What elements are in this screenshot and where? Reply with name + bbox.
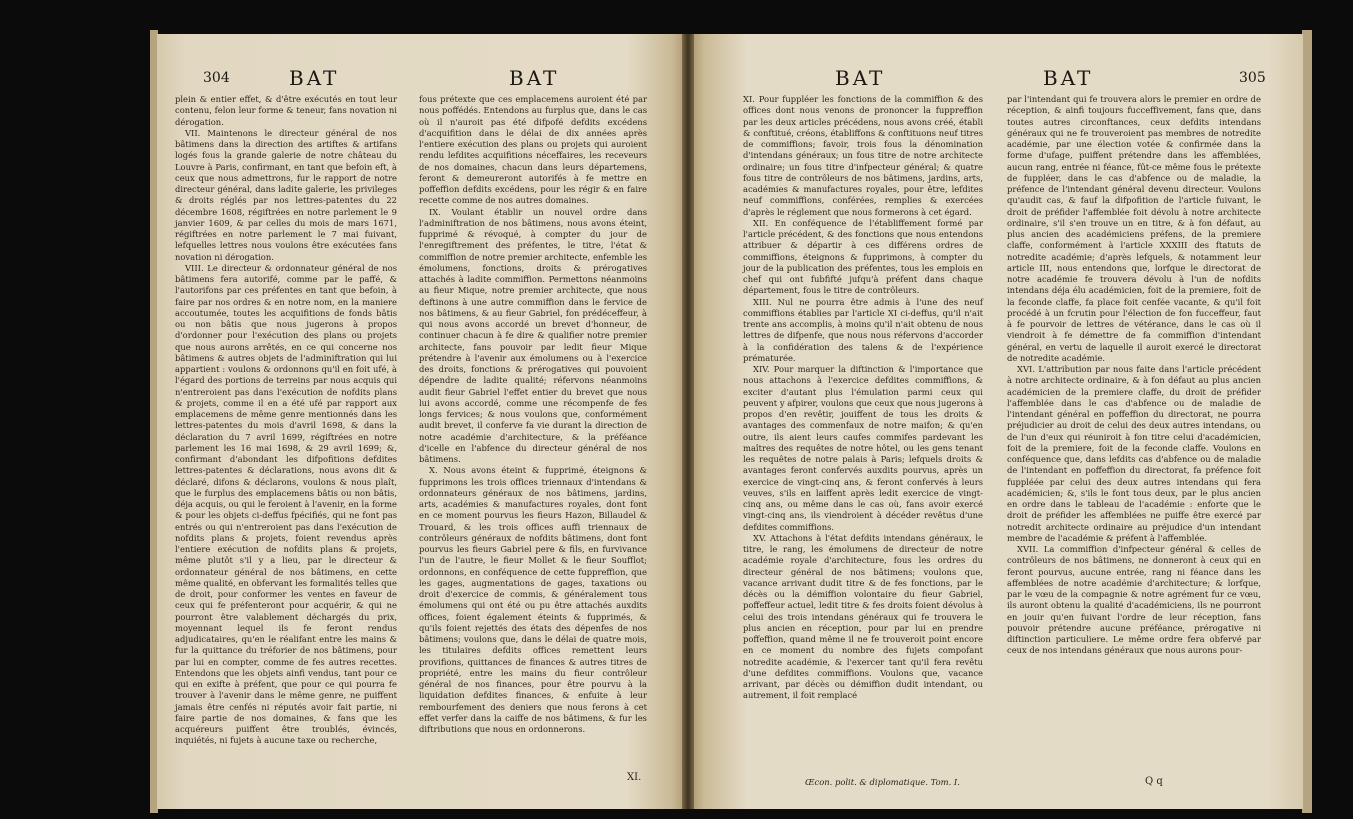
paragraph: XVI. L'attribution par nous faite dans l'article précédent à notre architecte ordinaire, & à fon défaut au plus ancien académicien de la premiere claffe, du droit de préfider l'affemblée dans le cas d'abfence ou de maladie de l'intendant général en poffeffion du directorat, ne pourra préjudicier au droit de celui des deux autres intendans, ou de l'un d'eux qui réuniroit à fon titre celui d'académicien, foit de la premiere, foit de la feconde claffe. Voulons en conféquence que, dans lefdits cas d'abfence ou de maladie de l'intendant en poffeffion du directorat, fa préfence foit fuppléée par celui des deux autres intendans qui fera académicien; &, s'ils le font tous deux, par le plus ancien en ordre dans le tableau de l'académie : enforte que le droit de préfider les affemblées ne puiffe être exercé par notredit architecte ordinaire au préjudice d'un intendant membre de l'académie & préfent à l'affemblée. (1007, 364, 1261, 543)
running-head-right-2: BAT (1043, 66, 1094, 90)
paragraph: XV. Attachons à l'état defdits intendans généraux, le titre, le rang, les émolumens de directeur de notre académie royale d'architecture, fous les ordres du directeur général de nos bâtimens; voulons que, vacance arrivant dudit titre & de fes fonctions, par le décès ou la démiffion volontaire du fieur Gabriel, poffeffeur actuel, ledit titre & fes droits foient dévolus à celui des trois intendans généraux qui fe trouvera le plus ancien en réception, pour par lui en prendre poffeffion, quand même il ne fe trouveroit point encore en ce moment du nombre des fujets compofant notredite académie, & l'exercer tant qu'il fera revêtu d'une defdites commiffions. Voulons que, vacance arrivant, par décès ou démiffion dudit intendant, ou autrement, il foit remplacé (743, 532, 983, 701)
right-page-edge (1302, 30, 1312, 813)
book-footer: Œcon. polit. & diplomatique. Tom. I. (805, 777, 960, 787)
running-head-left-2: BAT (509, 66, 560, 90)
page-number-right: 305 (1239, 70, 1266, 86)
running-head-left-1: BAT (289, 66, 340, 90)
paragraph: plein & entier effet, & d'être exécutés en tout leur contenu, felon leur forme & teneur, fans novation ni dérogation. (175, 94, 397, 127)
right-page-column-1 (743, 94, 983, 702)
book-spine (682, 34, 694, 809)
paragraph: VII. Maintenons le directeur général de nos bâtimens dans la direction des artiftes & artifans logés fous la grande galerie de notre château du Louvre à Paris, confirmant, en tant que befoin eft, à ceux que nous admettrons, fur le rapport de notre directeur général, dans ladite galerie, les privileges & droits réglés par nos lettres-patentes du 22 décembre 1608, régiftrées en notre parlement le 9 janvier 1609, & par celles du mois de mars 1671, régiftrées en notre parlement le 7 mai fuivant, lefquelles lettres nous voulons être exécutées fans novation ni dérogation. (175, 127, 397, 262)
paragraph: XII. En conféquence de l'établiffement formé par l'article précédent, & des fonctions que nous entendons attribuer & départir à ces différens ordres de commiffions, éteignons & fupprimons, à compter du jour de la publication des préfentes, tous les emplois en chef qui ont fubfifté jufqu'à préfent dans chaque département, fous le titre de contrôleurs. (743, 217, 983, 296)
right-page-column-2 (1007, 94, 1261, 657)
paragraph: XI. Pour fuppléer les fonctions de la commiffion & des offices dont nous venons de prononcer la fuppreffion par les deux articles précédens, nous avons créé, établi & conftitué, créons, établiffons & conftituons neuf titres de commiffions; favoir, trois fous la dénomination d'intendans généraux; un fous titre de notre architecte ordinaire; un fous titre d'infpecteur général; & quatre fous titre de contrôleurs de nos bâtimens, jardins, arts, académies & manufactures royales, pour être, lefdites neuf commiffions, conférées, remplies & exercées d'après le réglement que nous formerons à cet égard. (743, 94, 983, 217)
paragraph: VIII. Le directeur & ordonnateur général de nos bâtimens fera autorifé, comme par le paffé, & l'autorifons par ces préfentes en tant que befoin, à faire par nos ordres & en notre nom, en la maniere accoutumée, toutes les acquifitions de fonds bâtis ou non bâtis que nous jugerons à propos d'ordonner pour l'exécution des plans ou projets que nous aurons arrêtés, en ce qui concerne nos bâtimens & autres objets de l'adminiftration qui lui appartient : voulons & ordonnons qu'il en foit ufé, à l'égard des portions de terreins par nous acquis qui n'entreroient pas dans l'exécution de nofdits plans & projets, comme il en a été ufé par rapport aux emplacemens de même genre mentionnés dans les lettres-patentes du mois d'avril 1698, & dans la déclaration du 7 avril 1699, régiftrées en notre parlement les 16 mai 1698, & 29 avril 1699; &, confirmant d'abondant les difpofitions defdites lettres-patentes & déclarations, nous avons dit & déclaré, difons & déclarons, voulons & nous plaît, que le furplus des emplacemens bâtis ou non bâtis, déja acquis, ou qui le feroient à l'avenir, en la forme & pour les objets ci-deffus fpécifiés, qui ne font pas entrés ou qui n'entreroient pas dans l'exécution de nofdits plans & projets, foient revendus après l'entiere exécution de nofdits plans & projets, même plutôt s'il y a lieu, par le directeur & ordonnateur général de nos bâtimens, en cette même qualité, en obfervant les formalités telles que de droit, pour conformer les ventes en faveur de ceux qui fe préfenteront pour acquérir, & qui ne pourront être valablement déchargés du prix, moyennant lequel ils fe feront rendus adjudicataires, qu'en le réalifant entre les mains & fur la quittance du tréforier de nos bâtimens, pour par lui en compter, comme de fes autres recettes. Entendons que les objets ainfi vendus, tant pour ce qui en exifte à préfent, que pour ce qui pourra fe trouver à l'avenir dans le même genre, ne puiffent jamais être cenfés ni réputés avoir fait partie, ni faire partie de nos domaines, & fans que les acquéreurs puiffent être troublés, évincés, inquiétés, ni fujets à aucune taxe ou recherche, (175, 262, 397, 746)
paragraph: XVII. La commiffion d'infpecteur général & celles de contrôleurs de nos bâtimens, ne donneront à ceux qui en feront pourvus, aucune entrée, rang ni féance dans les affemblées de notre académie d'architecture; & lorfque, par le vœu de la compagnie & notre agrément fur ce vœu, ils auront obtenu la qualité d'académiciens, ils ne pourront en jouir qu'en fuivant l'ordre de leur réception, fans pouvoir prétendre aucune préféance, prérogative ni diftinction particuliere. Le même ordre fera obfervé par ceux de nos intendans généraux que nous aurons pour- (1007, 544, 1261, 656)
left-page (157, 34, 687, 809)
paragraph: XIV. Pour marquer la diftinction & l'importance que nous attachons à l'exercice defdites commiffions, & exciter d'autant plus l'émulation parmi ceux qui peuvent y afpirer, voulons que ceux que nous jugerons à propos d'en revêtir, jouiffent de tous les droits & avantages des commenfaux de notre maifon; & qu'en outre, ils aient leurs caufes commifes pardevant les maîtres des requêtes de notre hôtel, ou les gens tenant les requêtes de notre palais à Paris; lefquels droits & avantages feront confervés auxdits pourvus, après un exercice de vingt-cinq ans, & feront confervés à leurs veuves, s'ils en laiffent après ledit exercice de vingt-cinq ans, ou même dans le cas où, fans avoir exercé vingt-cinq ans, ils viendroient à décéder revêtus d'une defdites commiffions. (743, 364, 983, 532)
right-page (687, 34, 1303, 809)
paragraph: XIII. Nul ne pourra être admis à l'une des neuf commiffions établies par l'article XI ci-deffus, qu'il n'ait trente ans accomplis, à moins qu'il n'ait obtenu de nous lettres de difpenfe, que nous nous réfervons d'accorder à la confidération des talens & de l'expérience prématurée. (743, 296, 983, 363)
paragraph: X. Nous avons éteint & fupprimé, éteignons & fupprimons les trois offices triennaux d'intendans & ordonnateurs généraux de nos bâtimens, jardins, arts, académies & manufactures royales, dont font en ce moment pourvus les fieurs Hazon, Billaudel & Trouard, & les trois offices auffi triennaux de contrôleurs généraux de nofdits bâtimens, dont font pourvus les fieurs Gabriel pere & fils, en furvivance l'un de l'autre, le fieur Mollet & le fieur Soufflot; ordonnons, en conféquence de cette fuppreffion, que les gages, augmentations de gages, taxations ou droit d'exercice de commis, & généralement tous émolumens qui ont été ou pu être attachés auxdits offices, foient également éteints & fupprimés, & qu'ils foient rejettés des états des dépenfes de nos bâtimens; voulons que, dans le délai de quatre mois, les titulaires defdits offices remettent leurs provifions, quittances de finances & autres titres de propriété, entre les mains du fieur contrôleur général de nos finances, pour être pourvu à la liquidation defdites finances, & enfuite à leur rembourfement des deniers que nous ferons à cet effet verfer dans la caiffe de nos bâtimens, & fur les diftributions que nous en ordonnerons. (419, 465, 647, 734)
left-page-column-1 (175, 94, 397, 747)
catchword: XI. (627, 772, 642, 783)
paragraph: par l'intendant qui fe trouvera alors le premier en ordre de réception, & ainfi toujours fucceffivement, fans que, dans toutes autres circonftances, ceux defdits intendans généraux qui ne fe trouveroient pas membres de notredite académie, par une élection votée & confirmée dans la forme d'ufage, puiffent prétendre dans les affemblées, aucun rang, entrée ni féance, fût-ce même fous le prétexte de fuppléer, dans le cas d'abfence ou de maladie, la préfence de l'intendant général devenu directeur. Voulons qu'audit cas, & fauf la difpofition de l'article fuivant, le droit de préfider l'affemblée foit dévolu à notre architecte ordinaire, s'il s'en trouve un en titre, & à fon défaut, au plus ancien des académiciens préfens, de la premiere claffe, conformément à l'article XXXIII des ftatuts de notredite académie; d'après lefquels, & notamment leur article III, nous entendons que, lorfque le directorat de notre académie fe trouvera dévolu à l'un de nofdits intendans déja élu académicien, foit de la premiere, foit de la feconde claffe, fa place foit cenfée vacante, & qu'il foit procédé à un fcrutin pour l'élection de fon fucceffeur, faut à fe pourvoir de lettres de vétérance, dans le cas où il viendroit à fe démettre de fa commiffion d'intendant général, en vertu de laquelle il auroit exercé le directorat de notredite académie. (1007, 94, 1261, 363)
signature-mark: Q q (1145, 776, 1163, 787)
running-head-right-1: BAT (835, 66, 886, 90)
paragraph: fous prétexte que ces emplacemens auroient été par nous poffédés. Entendons au furplus que, dans le cas où il n'auroit pas été difpofé defdits excédens d'acquifition dans le délai de dix années après l'entiere exécution des plans ou projets qui auroient rendu lefdites acquifitions néceffaires, les receveurs de nos domaines, chacun dans leurs départemens, feront & demeureront autorifés à fe mettre en poffeffion defdits excédens, pour les régir & en faire recette comme de nos autres domaines. (419, 94, 647, 206)
left-page-column-2 (419, 94, 647, 735)
paragraph: IX. Voulant établir un nouvel ordre dans l'adminiftration de nos bâtimens, nous avons éteint, fupprimé & révoqué, à compter du jour de l'enregiftrement des préfentes, le titre, l'état & commiffion de notre premier architecte, enfemble les émolumens, fonctions, droits & prérogatives attachés à ladite commiffion. Permettons néanmoins au fieur Mique, notre premier architecte, que nous deftinons à une autre commiffion dans le fervice de nos bâtimens, & au fieur Gabriel, fon prédéceffeur, à qui nous avons accordé un brevet d'honneur, de continuer chacun à fe dire & qualifier notre premier architecte, fans pouvoir par ledit fieur Mique prétendre à l'avenir aux émolumens ou à l'exercice des droits, fonctions & prérogatives qui pouvoient dépendre de ladite qualité; réfervons néanmoins audit fieur Gabriel l'effet entier du brevet que nous lui avons accordé, comme une récompenfe de fes longs fervices; & nous voulons que, conformément audit brevet, il conferve fa vie durant la direction de notre académie d'architecture, & la préféance d'icelle en l'abfence du directeur général de nos bâtimens. (419, 206, 647, 464)
page-number-left: 304 (203, 70, 230, 86)
